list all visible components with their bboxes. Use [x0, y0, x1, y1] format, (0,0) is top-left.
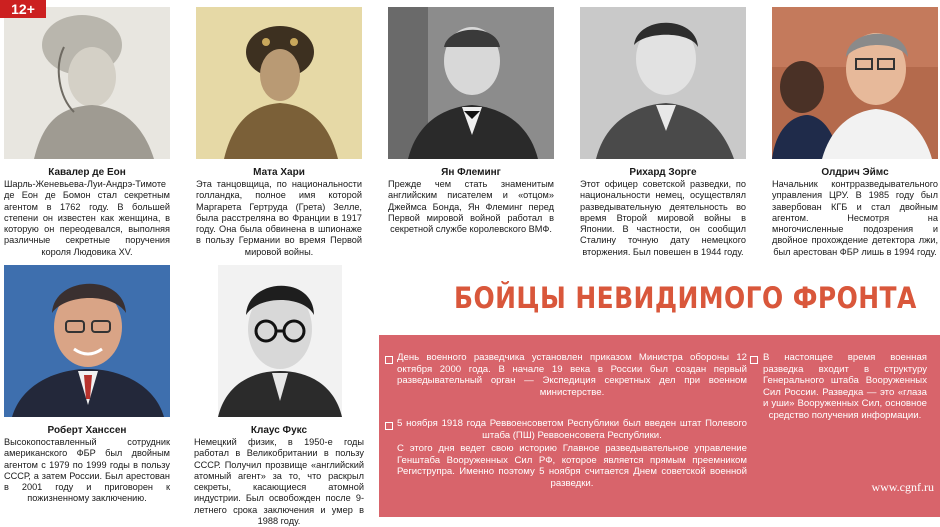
headline: БОЙЦЫ НЕВИДИМОГО ФРОНТА — [454, 281, 917, 315]
person-bio: Шарль-Женевьева-Луи-Андрэ-Тимоте де Еон де Бомон стал секретным агентом в 1762 году. В большей степени он известен как женщина, в которую он переодевался, выполняя различные секретные поручения короля Людовика XV. — [4, 179, 170, 257]
person-name: Клаус Фукс — [250, 425, 308, 436]
color-portrait-icon — [4, 265, 170, 417]
website-url: www.cgnf.ru — [871, 480, 934, 494]
fact-paragraph: В настоящее время военная разведка входит в структуру Генерального штаба Вооруженных Сил России. Разведка — это «глаза и уши» Вооруженных Сил, основное средство получения информации. — [763, 352, 927, 421]
photo-fleming — [388, 7, 554, 159]
person-name: Мата Хари — [253, 167, 305, 178]
photo-sorge — [580, 7, 746, 159]
photo-mata-hari — [196, 7, 362, 159]
fact-paragraph: День военного разведчика установлен приказом Министра обороны 12 октября 2000 года. В начале 19 века в России был создан первый разведывательный орган — Экспедиция секретных дел при военном министерстве. — [397, 352, 747, 398]
square-bullet-icon — [750, 356, 758, 364]
person-bio: Этот офицер советской разведки, по национальности немец, осуществлял разведывательную деятельность во время Второй мировой войны в Японии. В частности, он сообщил Сталину точную дату немецкого вторжения. Был повешен в 1944 году. — [580, 179, 746, 257]
person-bio: Прежде чем стать знаменитым английским писателем и «отцом» Джеймса Бонда, Ян Флеминг перед Первой мировой войной работал в секретной службе королевского ВМФ. — [388, 179, 554, 235]
age-rating-badge: 12+ — [0, 0, 46, 18]
fact-paragraph: С этого дня ведет свою историю Главное разведывательное управление Генштаба Вооруженных Сил РФ, которое является прямым преемником Региструпра. Именно поэтому 5 ноября считается Днем советской военной разведки. — [397, 443, 747, 489]
square-bullet-icon — [385, 356, 393, 364]
sepia-portrait-icon — [196, 7, 362, 159]
person-bio: Эта танцовщица, по национальности голландка, полное имя которой Маргарета Гертруда (Грета) Зелле, была расстреляна во Франции в 1917 году. Она была обвинена в шпионаже в пользу Германии во время Первой мировой войны. — [196, 179, 362, 257]
person-name: Рихард Зорге — [629, 167, 697, 178]
person-name: Роберт Ханссен — [47, 425, 127, 436]
bw-portrait-icon — [218, 265, 342, 417]
photo-hanssen — [4, 265, 170, 417]
person-bio: Начальник контрразведывательного управления ЦРУ. В 1985 году был завербован КГБ и стал двойным агентом. Несмотря на многочисленные подозрения и двойное прохождение детектора лжи, был арестован ФБР лишь в 1994 году. — [772, 179, 938, 257]
bw-portrait-icon — [580, 7, 746, 159]
person-name: Олдрич Эймс — [821, 167, 889, 178]
person-bio: Высокопоставленный сотрудник американского ФБР был двойным агентом с 1979 по 1999 годы в пользу СССР, а затем России. Был арестован в 2001 году и приговорен к пожизненному заключению. — [4, 437, 170, 504]
color-portrait-icon — [772, 7, 938, 159]
photo-de-eon — [4, 7, 170, 159]
person-bio: Немецкий физик, в 1950-е годы работал в Великобритании в пользу СССР. Получил прозвище «английский атомный агент» за то, что раскрыл секреты, касающиеся атомной индустрии. Был освобожден после 9-летнего срока заключения и умер в 1988 году. — [194, 437, 364, 527]
photo-ames — [772, 7, 938, 159]
engraving-portrait-icon — [4, 7, 170, 159]
photo-fuchs — [218, 265, 342, 417]
square-bullet-icon — [385, 422, 393, 430]
person-name: Кавалер де Еон — [48, 167, 126, 178]
person-name: Ян Флеминг — [441, 167, 501, 178]
bw-portrait-icon — [388, 7, 554, 159]
fact-paragraph: 5 ноября 1918 года Реввоенсоветом Республики был введен штат Полевого штаба (ПШ) Реввоенсовета Республики. — [397, 418, 747, 441]
facts-panel — [379, 335, 940, 517]
